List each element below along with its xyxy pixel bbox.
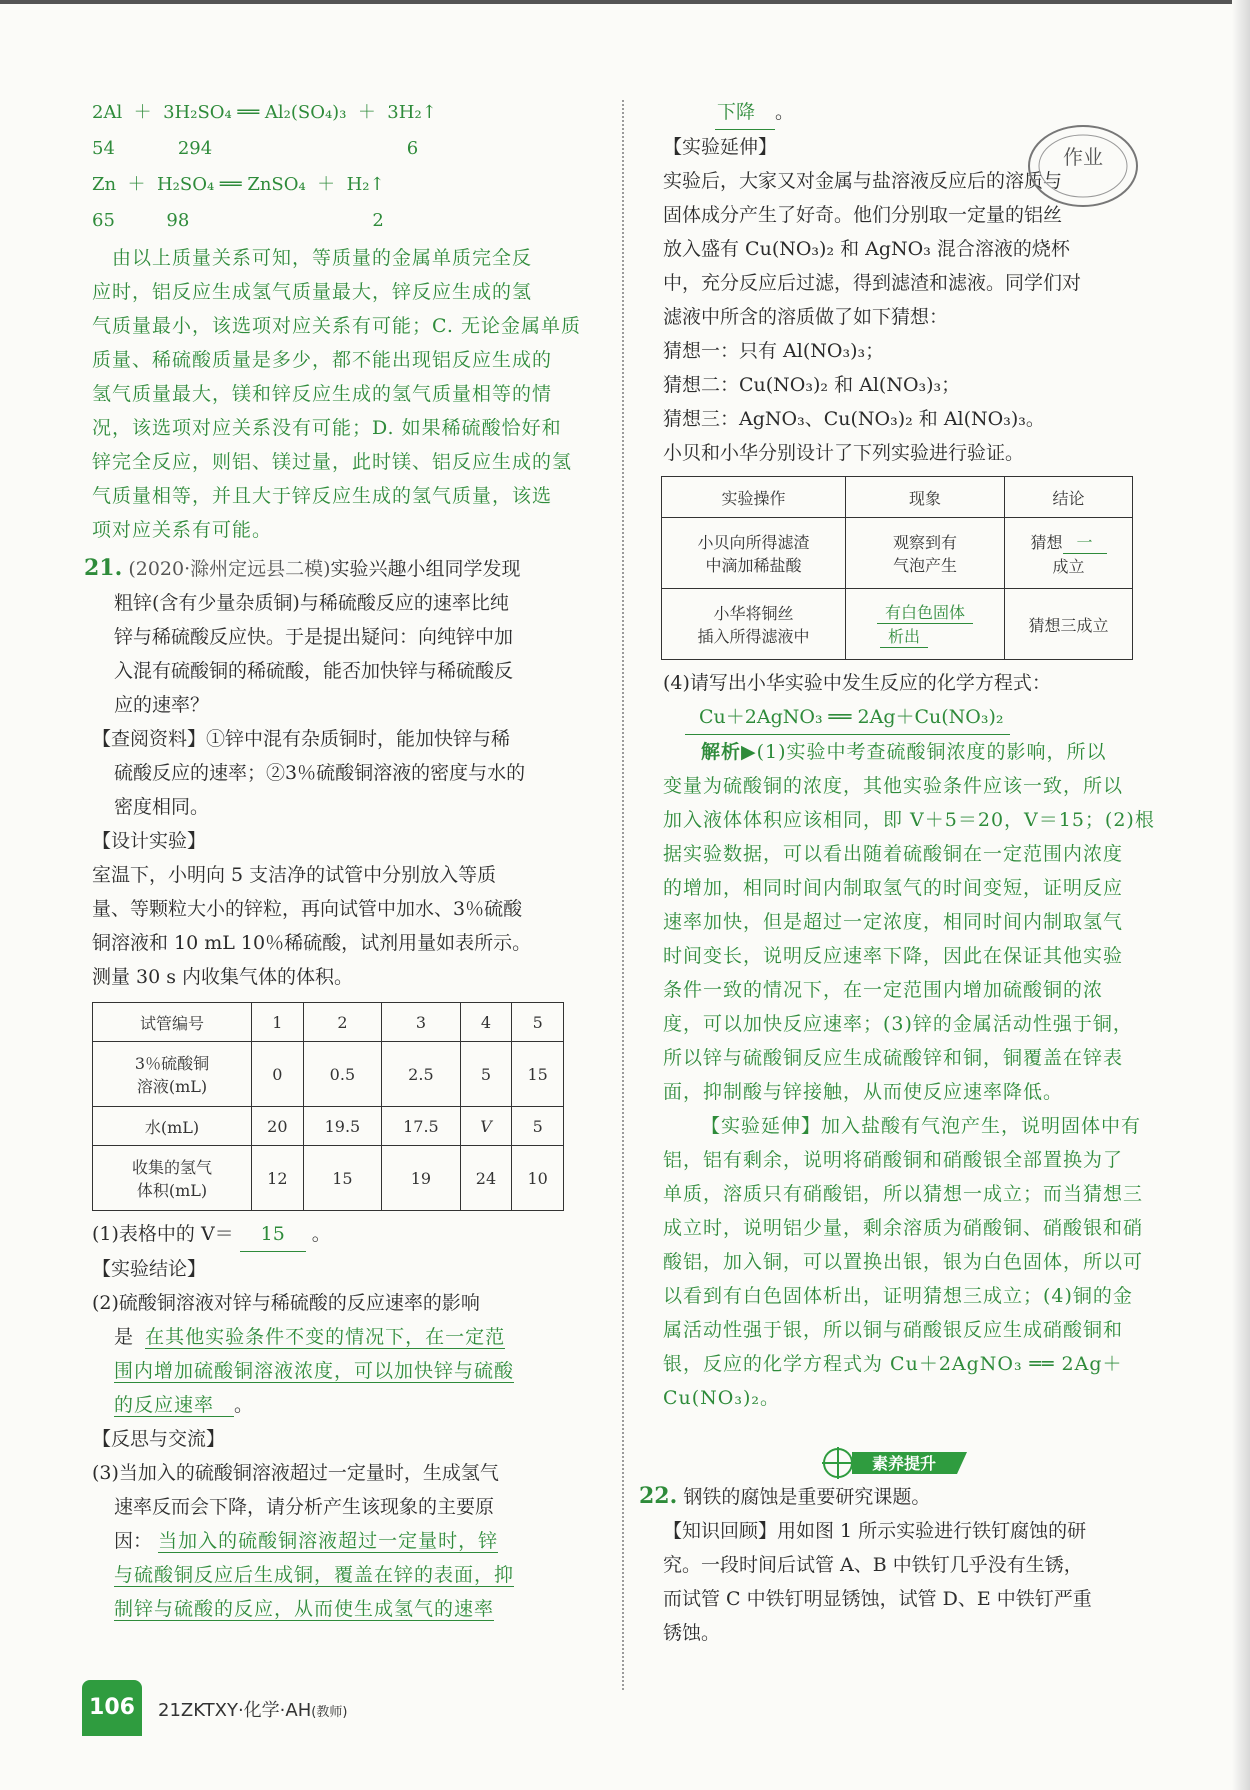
- analysis-line: 所以锌与硫酸铜反应生成硫酸锌和铜，铜覆盖在锌表: [663, 1047, 1124, 1069]
- table-row: [93, 1107, 564, 1146]
- explanation-block: [92, 241, 607, 547]
- part-1-answer: 15: [240, 1217, 306, 1252]
- analysis-line: 时间变长，说明反应速率下降，因此在保证其他实验: [663, 945, 1124, 967]
- part-1-text: (1)表格中的 V＝: [92, 1223, 234, 1245]
- explanation-line: 气质量最小，该选项对应关系有可能；C. 无论金属单质: [92, 315, 581, 337]
- table-cell: [846, 589, 1005, 660]
- question-source: (2020·滁州定远县二模): [128, 558, 331, 580]
- table-cell: V: [460, 1107, 512, 1146]
- extend-analysis-line: 银，反应的化学方程式为 Cu＋2AgNO₃ ══ 2Ag＋: [663, 1353, 1123, 1375]
- question-line: 究。一段时间后试管 A、B 中铁钉几乎没有生锈，: [663, 1554, 1083, 1576]
- homework-stamp: [1025, 118, 1143, 218]
- footer: [158, 1696, 347, 1722]
- question-stem: 钢铁的腐蚀是重要研究课题。: [683, 1486, 931, 1508]
- table-cell: 12: [252, 1146, 304, 1211]
- table-cell: 17.5: [382, 1107, 461, 1146]
- table-cell: 5: [512, 1107, 564, 1146]
- extend-analysis-line: 成立时，说明铝少量，剩余溶质为硝酸铜、硝酸银和硝: [663, 1217, 1144, 1239]
- explanation-line: 由以上质量关系可知，等质量的金属单质完全反: [92, 247, 533, 269]
- part-4-answer: Cu＋2AgNO₃ ══ 2Ag＋Cu(NO₃)₂: [685, 700, 1010, 735]
- table-cell: 19.5: [303, 1107, 382, 1146]
- page-edge: [1232, 0, 1250, 1790]
- explanation-line: 质量、稀硫酸质量是多少，都不能出现铝反应生成的: [92, 349, 553, 371]
- design-line: 量、等颗粒大小的锌粒，再向试管中加水、3％硫酸: [92, 898, 523, 920]
- part-2-prefix: 是: [114, 1326, 134, 1348]
- table-row: [93, 1003, 564, 1042]
- design-heading: 【设计实验】: [92, 830, 207, 852]
- table-cell: 10: [512, 1146, 564, 1211]
- extend-line: 实验后，大家又对金属与盐溶液反应后的溶质与: [663, 170, 1063, 192]
- part-3-answer: 当加入的硫酸铜溶液超过一定量时，锌: [158, 1530, 499, 1552]
- extend-line: 放入盛有 Cu(NO₃)₂ 和 AgNO₃ 混合溶液的烧杯: [663, 238, 1070, 260]
- info-line: 密度相同。: [114, 796, 210, 818]
- section-banner: [822, 1446, 972, 1480]
- equation-line: 2Al ＋ 3H₂SO₄ ══ Al₂(SO₄)₃ ＋ 3H₂↑: [92, 102, 437, 123]
- table-cell: 实验操作: [662, 477, 846, 518]
- guess-label: 猜想: [1030, 532, 1063, 552]
- verify-table: [661, 476, 1133, 660]
- extend-analysis-line: 以看到有白色固体析出，证明猜想三成立；(4)铜的金: [663, 1285, 1133, 1307]
- table-cell: 20: [252, 1107, 304, 1146]
- table-cell: 4: [460, 1003, 512, 1042]
- phenomenon-answer: 有白色固体: [877, 600, 973, 624]
- question-stem: 锌与稀硫酸反应快。于是提出疑问：向纯锌中加: [114, 626, 514, 648]
- table-row: [93, 1042, 564, 1107]
- table-cell: 3％硫酸铜 溶液(mL): [93, 1042, 252, 1107]
- table-cell: 0: [252, 1042, 304, 1107]
- analysis-line: 度，可以加快反应速率；(3)锌的金属活动性强于铜，: [663, 1013, 1133, 1035]
- explanation-line: 况，该选项对应关系没有可能；D. 如果稀硫酸恰好和: [92, 417, 562, 439]
- conclusion-label: 成立: [1052, 556, 1085, 576]
- design-line: 测量 30 s 内收集气体的体积。: [92, 966, 354, 988]
- book-code: 21ZKTXY·化学·AH: [158, 1700, 312, 1721]
- table-cell: 水(mL): [93, 1107, 252, 1146]
- extend-analysis-line: 酸铝，加入铜，可以置换出银，银为白色固体，所以可: [663, 1251, 1144, 1273]
- table-cell: 3: [382, 1003, 461, 1042]
- analysis-line: 据实验数据，可以看出随着硫酸铜在一定范围内浓度: [663, 843, 1124, 865]
- design-line: 铜溶液和 10 mL 10％稀硫酸，试剂用量如表所示。: [92, 932, 532, 954]
- conclusion-heading: 【实验结论】: [92, 1258, 207, 1280]
- verify-line: 小贝和小华分别设计了下列实验进行验证。: [663, 442, 1025, 464]
- extend-heading: 【实验延伸】: [663, 136, 778, 158]
- table-row: [93, 1146, 564, 1211]
- part-2-text: (2)硫酸铜溶液对锌与稀硫酸的反应速率的影响: [92, 1292, 480, 1314]
- continued-answer: 下降: [715, 95, 775, 130]
- analysis-line: 面，抑制酸与锌接触，从而使反应速率降低。: [663, 1081, 1064, 1103]
- table-cell: 小贝向所得滤渣 中滴加稀盐酸: [662, 518, 846, 589]
- table-cell: 19: [382, 1146, 461, 1211]
- extend-line: 固体成分产生了好奇。他们分别取一定量的铝丝: [663, 204, 1063, 226]
- guess-1: 猜想一：只有 Al(NO₃)₃；: [663, 340, 885, 362]
- table-cell: 24: [460, 1146, 512, 1211]
- table-cell: [1005, 518, 1133, 589]
- analysis-line: 速率加快，但是超过一定浓度，相同时间内制取氢气: [663, 911, 1124, 933]
- analysis-label: 解析▶: [701, 741, 757, 763]
- part-3-text: 速率反而会下降，请分析产生该现象的主要原: [114, 1496, 495, 1518]
- extend-analysis-line: 铝，铝有剩余，说明将硝酸铜和硝酸银全部置换为了: [663, 1149, 1124, 1171]
- right-column: 下降 。 【实验延伸】 实验后，大家又对金属与盐溶液反应后的溶质与 固体成分产生了好奇。他们分别取一定量的铝丝 放入盛有 Cu(NO₃)₂ 和 AgNO₃ 混合溶液的烧杯 中，充分反应后过滤，得到滤渣和滤液。同学们对 滤液中所含的溶质做了如下猜想： 猜想一：只有 Al(NO₃)₃； 猜想二：Cu(NO₃)₂ 和 Al(NO₃)₃； 猜想三：AgNO₃、Cu(NO₃)₂ 和 Al(NO₃)₃。 小贝和小华分别设计了下列实验进行验证。 实验操作 现象 结论 小贝向所得滤渣 中滴加稀盐酸 观察到有 气泡产生 猜想 一 成立 小华将铜丝 插入所得滤液中 有白色固体 析出 猜想三成立 (4)请写出小华实验中发生反应的化学方程式： Cu＋2AgNO₃ ══ 2Ag＋Cu(NO₃)₂ 解析▶(1)实验中考查硫酸铜浓度的影响，所以 变量为硫酸铜的浓度，其他实验条件应该一致，所以 加入液体体积应该相同，即 V＋5＝20，V＝15；(2)根 据实验数据，可以看出随着硫酸铜在一定范围内浓度 的增加，相同时间内制取氢气的时间变短，证明反应 速率加快，但是超过一定浓度，相同时间内制取氢气 时间变长，说明反应速率下降，因此在保证其他实验 条件一致的情况下，在一定范围内增加硫酸铜的浓 度，可以加快反应速率；(3)锌的金属活动性强于铜， 所以锌与硫酸铜反应生成硫酸锌和铜，铜覆盖在锌表 面，抑制酸与锌接触，从而使反应速率降低。 【实验延伸】加入盐酸有气泡产生，说明固体中有 铝，铝有剩余，说明将硝酸铜和硝酸银全部置换为了 单质，溶质只有硝酸铝，所以猜想一成立；而当猜想三 成立时，说明铝少量，剩余溶质为硝酸铜、硝酸银和硝 酸铝，加入铜，可以置换出银，银为白色固体，所以可 以看到有白色固体析出，证明猜想三成立；(4)铜的金 属活动性强于银，所以铜与硝酸银反应生成硝酸铜和 银，反应的化学方程式为 Cu＋2AgNO₃ ══ 2Ag＋ Cu(NO₃)₂。 22. 钢铁的腐蚀是重要研究课题。 【知识回顾】用如图 1 所示实验进行铁钉腐蚀的研 究。一段时间后试管 A、B 中铁钉几乎没有生锈， 而试管 C 中铁钉明显锈蚀，试管 D、E 中铁钉严重 锈蚀。: [663, 95, 1156, 1650]
- analysis-line: 的增加，相同时间内制取氢气的时间变短，证明反应: [663, 877, 1124, 899]
- experiment-table: [92, 1002, 564, 1211]
- part-3-text: (3)当加入的硫酸铜溶液超过一定量时，生成氢气: [92, 1462, 499, 1484]
- question-line: 而试管 C 中铁钉明显锈蚀，试管 D、E 中铁钉严重: [663, 1588, 1092, 1610]
- explanation-line: 锌完全反应，则铝、镁过量，此时镁、铝反应生成的氢: [92, 451, 573, 473]
- guess-2: 猜想二：Cu(NO₃)₂ 和 Al(NO₃)₃；: [663, 374, 961, 396]
- question-number: 21.: [84, 555, 123, 581]
- extend-analysis-line: 【实验延伸】加入盐酸有气泡产生，说明固体中有: [701, 1115, 1142, 1137]
- question-stem: 入混有硫酸铜的稀硫酸，能否加快锌与稀硫酸反: [114, 660, 514, 682]
- phenomenon-answer: 析出: [880, 624, 928, 648]
- analysis-line: 加入液体体积应该相同，即 V＋5＝20，V＝15；(2)根: [663, 809, 1155, 831]
- table-row: [662, 477, 1133, 518]
- question-stem: 实验兴趣小组同学发现: [330, 558, 521, 580]
- part-3-answer: 与硫酸铜反应后生成铜，覆盖在锌的表面，抑: [114, 1564, 515, 1586]
- page-number: 106: [82, 1680, 142, 1736]
- extend-analysis-line: 单质，溶质只有硝酸铝，所以猜想一成立；而当猜想三: [663, 1183, 1144, 1205]
- left-column: [84, 95, 607, 1626]
- info-line: 硫酸反应的速率；②3％硫酸铜溶液的密度与水的: [114, 762, 526, 784]
- table-cell: 观察到有 气泡产生: [846, 518, 1005, 589]
- equation-line: Zn ＋ H₂SO₄ ══ ZnSO₄ ＋ H₂↑: [92, 174, 385, 195]
- table-cell: 试管编号: [93, 1003, 252, 1042]
- analysis-line: (1)实验中考查硫酸铜浓度的影响，所以: [756, 741, 1107, 763]
- table-cell: 0.5: [303, 1042, 382, 1107]
- table-cell: 2: [303, 1003, 382, 1042]
- table-cell: 5: [512, 1003, 564, 1042]
- question-stem: 粗锌(含有少量杂质铜)与稀硫酸反应的速率比纯: [114, 592, 509, 614]
- guess-answer: 一: [1063, 530, 1107, 554]
- top-border: [0, 0, 1250, 4]
- teacher-tag: (教师): [311, 1705, 348, 1720]
- analysis-line: 变量为硫酸铜的浓度，其他实验条件应该一致，所以: [663, 775, 1124, 797]
- table-cell: 1: [252, 1003, 304, 1042]
- guess-3: 猜想三：AgNO₃、Cu(NO₃)₂ 和 Al(NO₃)₃。: [663, 408, 1045, 430]
- explanation-line: 氢气质量最大，镁和锌反应生成的氢气质量相等的情: [92, 383, 553, 405]
- table-cell: 2.5: [382, 1042, 461, 1107]
- table-cell: 15: [303, 1146, 382, 1211]
- reflect-heading: 【反思与交流】: [92, 1428, 226, 1450]
- table-cell: 小华将铜丝 插入所得滤液中: [662, 589, 846, 660]
- part-2-answer: 的反应速率: [114, 1394, 234, 1417]
- explanation-line: 气质量相等，并且大于锌反应生成的氢气质量，该选: [92, 485, 553, 507]
- part-4-text: (4)请写出小华实验中发生反应的化学方程式：: [663, 672, 1051, 694]
- question-22: [639, 1479, 1156, 1650]
- question-number: 22.: [639, 1483, 678, 1509]
- extend-analysis-line: 属活动性强于银，所以铜与硝酸银反应生成硝酸铜和: [663, 1319, 1124, 1341]
- info-line: 【查阅资料】①锌中混有杂质铜时，能加快锌与稀: [92, 728, 511, 750]
- table-row: [662, 589, 1133, 660]
- table-row: [662, 518, 1133, 589]
- extend-line: 滤液中所含的溶质做了如下猜想：: [663, 306, 949, 328]
- table-cell: 猜想三成立: [1005, 589, 1133, 660]
- question-21: 21. (2020·滁州定远县二模)实验兴趣小组同学发现 粗锌(含有少量杂质铜)与稀硫酸反应的速率比纯 锌与稀硫酸反应快。于是提出疑问：向纯锌中加 入混有硫酸铜的稀硫酸，能否加快锌与稀硫酸反 应的速率？ 【查阅资料】①锌中混有杂质铜时，能加快锌与稀 硫酸反应的速率；②3％硫酸铜溶液的密度与水的 密度相同。 【设计实验】 室温下，小明向 5 支洁净的试管中分别放入等质 量、等颗粒大小的锌粒，再向试管中加水、3％硫酸 铜溶液和 10 mL 10％稀硫酸，试剂用量如表所示。 测量 30 s 内收集气体的体积。 试管编号 1 2 3 4 5 3％硫酸铜 溶液(mL) 0 0.5 2.5 5 15 水(mL) 20 19.5 17.5 V 5 收集的氢气 体积(mL) 12 15 19 24 10 (1)表格中的 V＝ 15 。 【实验结论】 (2)硫酸铜溶液对锌与稀硫酸的反应速率的影响 是 在其他实验条件不变的情况下，在一定范 围内增加硫酸铜溶液浓度，可以加快锌与硫酸 的反应速率 。 【反思与交流】 (3)当加入的硫酸铜溶液超过一定量时，生成氢气 速率反而会下降，请分析产生该现象的主要原 因： 当加入的硫酸铜溶液超过一定量时，锌 与硫酸铜反应后生成铜，覆盖在锌的表面，抑 制锌与硫酸的反应，从而使生成氢气的速率: [92, 551, 607, 1626]
- table-cell: 收集的氢气 体积(mL): [93, 1146, 252, 1211]
- column-divider: [622, 100, 624, 1690]
- extend-analysis-line: Cu(NO₃)₂。: [663, 1387, 781, 1409]
- analysis-line: 条件一致的情况下，在一定范围内增加硫酸铜的浓: [663, 979, 1104, 1001]
- part-3-answer: 制锌与硫酸的反应，从而使生成氢气的速率: [114, 1598, 495, 1620]
- stamp-text: 作业: [1063, 145, 1103, 169]
- part-2-answer: 围内增加硫酸铜溶液浓度，可以加快锌与硫酸: [114, 1360, 515, 1382]
- question-stem: 应的速率？: [114, 694, 210, 716]
- table-cell: 现象: [846, 477, 1005, 518]
- table-cell: 15: [512, 1042, 564, 1107]
- part-2-answer: 在其他实验条件不变的情况下，在一定范: [145, 1326, 506, 1348]
- equation-mass-line: 54 294 6: [92, 138, 419, 159]
- table-cell: 结论: [1005, 477, 1133, 518]
- question-line: 【知识回顾】用如图 1 所示实验进行铁钉腐蚀的研: [663, 1520, 1087, 1542]
- explanation-line: 应时，铝反应生成氢气质量最大，锌反应生成的氢: [92, 281, 533, 303]
- part-3-prefix: 因：: [114, 1530, 153, 1552]
- banner-text: 素养提升: [871, 1454, 937, 1473]
- design-line: 室温下，小明向 5 支洁净的试管中分别放入等质: [92, 864, 497, 886]
- extend-line: 中，充分反应后过滤，得到滤渣和滤液。同学们对: [663, 272, 1082, 294]
- explanation-line: 项对应关系有可能。: [92, 519, 273, 541]
- equation-mass-line: 65 98 2: [92, 210, 384, 231]
- question-line: 锈蚀。: [663, 1622, 721, 1644]
- table-cell: 5: [460, 1042, 512, 1107]
